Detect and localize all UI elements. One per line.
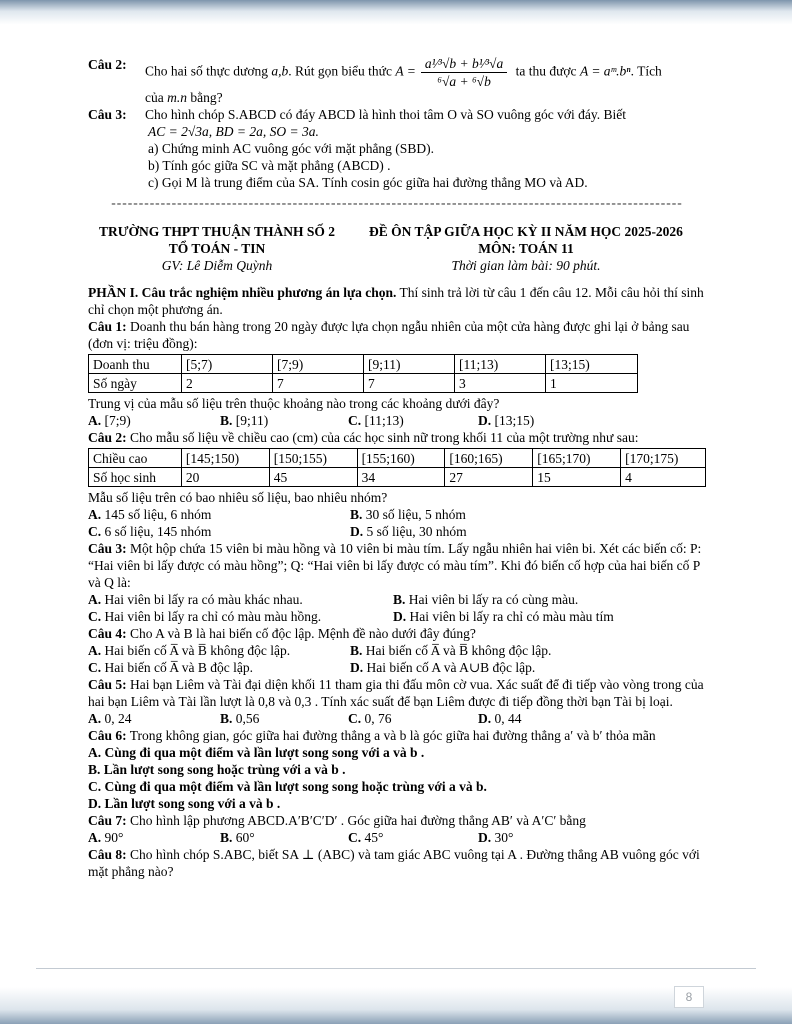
question-2-label: Câu 2: [88,430,127,445]
option-text: 30° [494,830,514,845]
prev-question-2-body [145,56,706,106]
department: TỔ TOÁN - TIN [168,241,266,256]
header-right-column [346,223,706,274]
question-2-table [88,448,706,487]
question-3-label: Câu 3: [88,541,127,556]
option-text: Hai viên bi lấy ra có cùng màu. [408,592,579,607]
table-cell: [7;9) [273,355,364,374]
option-letter: B. [220,711,233,726]
option-text: Cùng đi qua một điểm và lần lượt song song với a và b . [104,745,425,760]
text: . Tích [630,63,662,79]
question-6 [88,727,706,744]
table-cell: [170;175) [621,449,706,468]
option-text: Lần lượt song song với a và b . [104,796,281,811]
option-letter: A. [88,592,102,607]
text: Cho hai số thực dương [145,63,269,79]
question-8 [88,846,706,880]
question-3-options [88,591,706,625]
prev-question-3-label: Câu 3: [88,107,127,122]
question-5-label: Câu 5: [88,677,127,692]
exam-header [88,223,706,274]
formula-lhs: A = [395,63,416,79]
option-text: 90° [104,830,124,845]
option-text: Lần lượt song song hoặc trùng với a và b . [103,762,346,777]
option-letter: C. [88,524,102,539]
option-letter: A. [88,830,102,845]
question-6-option-c [88,778,706,795]
table-cell: Số ngày [89,374,182,393]
fraction-numerator: a¹⁄³√b + b¹⁄³√a [421,56,507,73]
question-6-option-d [88,795,706,812]
option-b [220,412,348,429]
prev-question-3-given: AC = 2√3a, BD = 2a, SO = 3a. [148,124,319,139]
option-a [88,710,220,727]
exam-title: ĐỀ ÔN TẬP GIỮA HỌC KỲ II NĂM HỌC 2025-2026 [369,224,683,239]
prev-question-3-text: Cho hình chóp S.ABCD có đáy ABCD là hình thoi tâm O và SO vuông góc với đáy. Biết [145,107,626,122]
option-letter: B. [350,507,363,522]
table-cell: [165;170) [533,449,621,468]
prev-question-3-item-a: a) Chứng minh AC vuông góc với mặt phẳng (SBD). [148,141,434,156]
question-6-text: Trong không gian, góc giữa hai đường thẳng a và b là góc giữa hai đường thẳng a′ và b′ thỏa mãn [129,728,656,743]
option-text: 6 số liệu, 145 nhóm [104,524,212,539]
option-text: 0, 44 [494,711,522,726]
table-cell: 20 [181,468,269,487]
table-cell: 2 [182,374,273,393]
option-d [393,608,706,625]
math-mn: m.n [167,90,187,105]
question-5-options [88,710,706,727]
table-cell: [5;7) [182,355,273,374]
option-b [393,591,706,608]
question-2-options [88,506,706,540]
exam-subject: MÔN: TOÁN 11 [478,241,574,256]
table-row [89,374,638,393]
option-d [350,523,706,540]
option-letter: D. [350,524,364,539]
option-text: 0, 24 [104,711,132,726]
question-6-option-a [88,744,706,761]
text: bằng? [190,90,223,105]
option-letter: D. [478,830,492,845]
fraction-denominator: ⁶√a + ⁶√b [437,74,491,89]
option-letter: B. [220,830,233,845]
option-text: 0,56 [235,711,260,726]
table-cell: [150;155) [269,449,357,468]
option-text: Hai viên bi lấy ra chỉ có màu màu hồng. [104,609,322,624]
option-letter: A. [88,711,102,726]
option-text: [7;9) [104,413,131,428]
option-letter: C. [88,779,102,794]
question-2-question: Mẫu số liệu trên có bao nhiêu số liệu, bao nhiêu nhóm? [88,490,388,505]
question-7-options [88,829,706,846]
question-6-label: Câu 6: [88,728,127,743]
option-text: [9;11) [235,413,269,428]
option-text: 5 số liệu, 30 nhóm [366,524,467,539]
option-text: Hai viên bi lấy ra có màu khác nhau. [104,592,303,607]
option-b [350,642,706,659]
option-d [478,412,706,429]
option-letter: D. [350,660,364,675]
option-letter: C. [348,830,362,845]
option-b [220,710,348,727]
exam-duration: Thời gian làm bài: 90 phút. [451,258,601,273]
header-left-column [88,223,346,274]
question-1-question: Trung vị của mẫu số liệu trên thuộc khoảng nào trong các khoảng dưới đây? [88,396,500,411]
math-vars: a,b [271,63,289,79]
table-cell: [160;165) [445,449,533,468]
teacher-name: GV: Lê Diễm Quỳnh [161,258,273,273]
question-1-table [88,354,638,393]
prev-question-3-item-b: b) Tính góc giữa SC và mặt phẳng (ABCD) . [148,158,391,173]
option-letter: C. [348,711,362,726]
question-4-label: Câu 4: [88,626,127,641]
option-text: 145 số liệu, 6 nhóm [104,507,212,522]
prev-question-2-line1 [145,56,706,89]
option-c [88,659,350,676]
table-cell: [145;150) [181,449,269,468]
option-text: 45° [364,830,384,845]
option-text: Hai viên bi lấy ra chỉ có màu màu tím [409,609,614,624]
option-letter: B. [88,762,101,777]
prev-question-3-body [145,106,706,191]
text: của [145,90,164,105]
fraction [421,56,507,89]
text: . Rút gọn biểu thức [288,63,392,79]
option-d [478,829,706,846]
option-a [88,829,220,846]
table-cell: Doanh thu [89,355,182,374]
option-letter: C. [88,609,102,624]
question-1-text: Doanh thu bán hàng trong 20 ngày được lựa chọn ngẫu nhiên của một cửa hàng được ghi lại ở bảng sau (đơn vị: triệu đồng): [88,319,690,351]
option-text: Hai biến cố A và A∪B độc lập. [366,660,536,675]
school-name: TRƯỜNG THPT THUẬN THÀNH SỐ 2 [99,224,335,239]
option-text: [13;15) [494,413,535,428]
option-text: Hai biến cố A̅ và B độc lập. [104,660,253,675]
table-cell: [155;160) [357,449,445,468]
page-number-badge [674,986,704,1008]
option-letter: A. [88,745,102,760]
question-3 [88,540,706,591]
table-row [89,468,706,487]
table-cell: [11;13) [455,355,546,374]
option-d [350,659,706,676]
option-a [88,412,220,429]
option-letter: D. [478,711,492,726]
option-text: 0, 76 [364,711,392,726]
table-row [89,355,638,374]
table-cell: 4 [621,468,706,487]
option-a [88,506,350,523]
question-5 [88,676,706,710]
option-c [88,523,350,540]
question-5-text: Hai bạn Liêm và Tài đại diện khối 11 tham gia thi đấu môn cờ vua. Xác suất để đi tiếp vào vòng trong của hai bạn Liêm và Tài lần lượt là 0,8 và 0,3 . Tính xác suất để bạn Liêm được đi tiếp đồng thời bạn Tài bị loại. [88,677,704,709]
option-d [478,710,706,727]
question-7-label: Câu 7: [88,813,127,828]
question-4-options [88,642,706,676]
question-2 [88,429,706,446]
option-letter: D. [478,413,492,428]
math-result: A = aᵐ.bⁿ [579,63,631,79]
part1-heading-line [88,284,706,318]
question-3-text: Một hộp chứa 15 viên bi màu hồng và 10 viên bi màu tím. Lấy ngẫu nhiên hai viên bi. Xét các biến cố: P: “Hai viên bi lấy được có màu hồng”; Q: “Hai viên bi lấy được có màu tím”. Khi đó biến cố hợp của hai biến cố P và Q là: [88,541,702,590]
page-content [88,56,706,880]
option-c [88,608,393,625]
question-4-text: Cho A và B là hai biến cố độc lập. Mệnh đề nào dưới đây đúng? [130,626,476,641]
question-1 [88,318,706,352]
question-1-options [88,412,706,429]
table-cell: 1 [546,374,638,393]
option-c [348,710,478,727]
option-c [348,412,478,429]
text: ta thu được [515,63,577,79]
option-text: Hai biến cố A̅ và B̅ không độc lập. [104,643,291,658]
option-letter: A. [88,413,102,428]
prev-question-3-item-c: c) Gọi M là trung điểm của SA. Tính cosin góc giữa hai đường thẳng MO và AD. [148,175,588,190]
part1-intro: Thí sinh trả lời từ câu 1 đến câu 12. Mỗi câu hỏi thí sinh chỉ chọn một phương án. [88,285,704,317]
option-letter: D. [88,796,102,811]
table-cell: Số học sinh [89,468,182,487]
question-8-text: Cho hình chóp S.ABC, biết SA ⊥ (ABC) và tam giác ABC vuông tại A . Đường thẳng AB vuông góc với mặt phẳng nào? [88,847,700,879]
table-cell: 34 [357,468,445,487]
footer-divider [36,968,756,969]
option-text: Cùng đi qua một điểm và lần lượt song song hoặc trùng với a và b. [104,779,487,794]
table-cell: 27 [445,468,533,487]
option-b [220,829,348,846]
question-4 [88,625,706,642]
option-letter: C. [348,413,362,428]
prev-question-2 [88,56,706,106]
section-separator: -------------------------------------------------------------------------------------------------------- [111,195,683,210]
option-letter: B. [393,592,406,607]
table-cell: [13;15) [546,355,638,374]
option-letter: B. [350,643,363,658]
option-letter: A. [88,643,102,658]
option-letter: D. [393,609,407,624]
option-letter: B. [220,413,233,428]
table-cell: Chiều cao [89,449,182,468]
option-a [88,642,350,659]
question-6-option-b [88,761,706,778]
prev-question-2-label: Câu 2: [88,57,127,72]
page-number: 8 [685,989,693,1004]
table-cell: 45 [269,468,357,487]
prev-question-2-line2 [145,89,706,106]
option-b [350,506,706,523]
question-1-label: Câu 1: [88,319,127,334]
option-text: Hai biến cố A̅ và B̅ không độc lập. [365,643,552,658]
option-letter: A. [88,507,102,522]
question-7-text: Cho hình lập phương ABCD.A′B′C′D′ . Góc giữa hai đường thẳng AB′ và A′C′ bằng [130,813,586,828]
option-letter: C. [88,660,102,675]
question-7 [88,812,706,829]
option-text: 30 số liệu, 5 nhóm [365,507,466,522]
option-c [348,829,478,846]
question-2-text: Cho mẫu số liệu về chiều cao (cm) của các học sinh nữ trong khối 11 của một trường như sau: [130,430,639,445]
table-row [89,449,706,468]
question-8-label: Câu 8: [88,847,127,862]
table-cell: 15 [533,468,621,487]
option-text: 60° [235,830,255,845]
table-cell: 7 [273,374,364,393]
option-text: [11;13) [364,413,404,428]
table-cell: [9;11) [364,355,455,374]
table-cell: 3 [455,374,546,393]
table-cell: 7 [364,374,455,393]
prev-question-3 [88,106,706,191]
option-a [88,591,393,608]
part1-heading: PHẦN I. Câu trắc nghiệm nhiều phương án lựa chọn. [88,285,397,300]
